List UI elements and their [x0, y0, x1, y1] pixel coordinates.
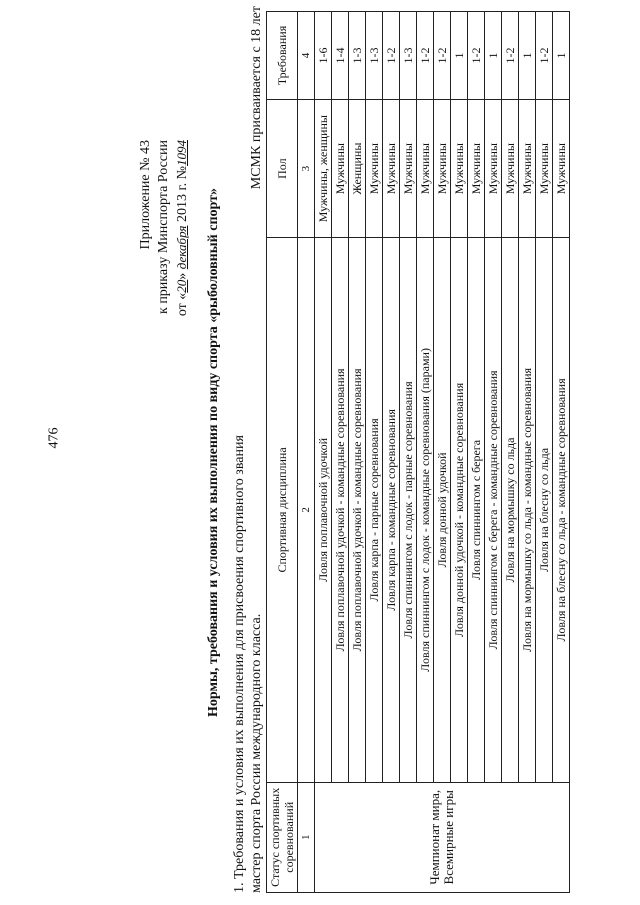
- document-title: Нормы, требования и условия их выполнения по виду спорта «рыболовный спорт»: [206, 188, 221, 717]
- sex-cell: Мужчины: [468, 100, 485, 238]
- header-status: Статус спортивных соревнований: [267, 782, 298, 892]
- requirement-cell: 1: [451, 12, 468, 100]
- col-number: 3: [298, 100, 315, 238]
- discipline-cell: Ловля спиннингом с лодок - командные соревнования (парами): [417, 238, 434, 782]
- sex-cell: Мужчины: [502, 100, 519, 238]
- discipline-cell: Ловля поплавочной удочкой - командные соревнования: [332, 238, 349, 782]
- status-cell: Чемпионат мира, Всемирные игры: [315, 782, 570, 892]
- table-row: [332, 12, 349, 893]
- table-row: [519, 12, 536, 893]
- col-number: 2: [298, 238, 315, 782]
- norms-table: [266, 11, 570, 893]
- col-number: 4: [298, 12, 315, 100]
- table-row: [468, 12, 485, 893]
- table-row: [349, 12, 366, 893]
- requirement-cell: 1-4: [332, 12, 349, 100]
- discipline-cell: Ловля спиннингом с берега - командные соревнования: [485, 238, 502, 782]
- date-mid: »: [175, 269, 190, 280]
- table-header-row: [267, 12, 298, 893]
- table-row: [434, 12, 451, 893]
- requirement-cell: 1-3: [349, 12, 366, 100]
- order-number: 1094: [174, 140, 189, 166]
- sex-cell: Женщины: [349, 100, 366, 238]
- date-prefix: от «: [175, 292, 190, 317]
- date-day: 20: [174, 279, 189, 293]
- header-discipline: Спортивная дисциплина: [267, 238, 298, 782]
- table-row: [553, 12, 570, 893]
- sex-cell: Мужчины: [366, 100, 383, 238]
- requirement-cell: 1-2: [536, 12, 553, 100]
- date-month: декабря: [174, 225, 189, 270]
- sex-cell: Мужчины: [417, 100, 434, 238]
- discipline-cell: Ловля карпа - парные соревнования: [366, 238, 383, 782]
- sex-cell: Мужчины: [400, 100, 417, 238]
- table-row: [502, 12, 519, 893]
- discipline-cell: Ловля донной удочкой: [434, 238, 451, 782]
- discipline-cell: Ловля на блесну со льда: [536, 238, 553, 782]
- discipline-cell: Ловля спиннингом с лодок - парные соревнования: [400, 238, 417, 782]
- discipline-cell: Ловля на мормышку со льда - командные соревнования: [519, 238, 536, 782]
- table-row: [366, 12, 383, 893]
- mcmk-age-note: МСМК присваивается с 18 лет: [249, 6, 264, 190]
- date-suffix: 2013 г. №: [175, 166, 190, 226]
- sex-cell: Мужчины: [553, 100, 570, 238]
- sex-cell: Мужчины: [485, 100, 502, 238]
- appendix-header: [137, 140, 192, 316]
- discipline-cell: Ловля на мормышку со льда: [502, 238, 519, 782]
- section-subtitle: 1. Требования и условия их выполнения для присвоения спортивного звания мастер спорта России международного класса.: [232, 435, 264, 893]
- sex-cell: Мужчины: [383, 100, 400, 238]
- column-number-row: [298, 12, 315, 893]
- discipline-cell: Ловля донной удочкой - командные соревнования: [451, 238, 468, 782]
- requirement-cell: 1-3: [400, 12, 417, 100]
- requirement-cell: 1: [553, 12, 570, 100]
- sex-cell: Мужчины: [451, 100, 468, 238]
- sex-cell: Мужчины: [536, 100, 553, 238]
- header-sex: Пол: [267, 100, 298, 238]
- requirement-cell: 1-2: [502, 12, 519, 100]
- requirement-cell: 1: [485, 12, 502, 100]
- sex-cell: Мужчины: [434, 100, 451, 238]
- table-row: [536, 12, 553, 893]
- table-row: [451, 12, 468, 893]
- requirement-cell: 1-2: [434, 12, 451, 100]
- table-row: [417, 12, 434, 893]
- appendix-number: Приложение № 43: [138, 140, 153, 250]
- requirement-cell: 1: [519, 12, 536, 100]
- discipline-cell: Ловля карпа - командные соревнования: [383, 238, 400, 782]
- requirement-cell: 1-6: [315, 12, 332, 100]
- discipline-cell: Ловля поплавочной удочкой: [315, 238, 332, 782]
- sex-cell: Мужчины, женщины: [315, 100, 332, 238]
- rotated-page-content: [133, 0, 640, 905]
- col-number: 1: [298, 782, 315, 892]
- discipline-cell: Ловля поплавочной удочкой - командные соревнования: [349, 238, 366, 782]
- order-reference: к приказу Минспорта России: [156, 140, 171, 314]
- requirement-cell: 1-3: [366, 12, 383, 100]
- table-row: [400, 12, 417, 893]
- header-requirements: Требования: [267, 12, 298, 100]
- page-number: 476: [46, 427, 62, 449]
- sex-cell: Мужчины: [332, 100, 349, 238]
- sex-cell: Мужчины: [519, 100, 536, 238]
- table-row: [485, 12, 502, 893]
- discipline-cell: Ловля на блесну со льда - командные соревнования: [553, 238, 570, 782]
- requirement-cell: 1-2: [417, 12, 434, 100]
- discipline-cell: Ловля спиннингом с берега: [468, 238, 485, 782]
- table-row: [315, 12, 332, 893]
- order-date-line: [173, 140, 192, 316]
- requirement-cell: 1-2: [468, 12, 485, 100]
- requirement-cell: 1-2: [383, 12, 400, 100]
- table-row: [383, 12, 400, 893]
